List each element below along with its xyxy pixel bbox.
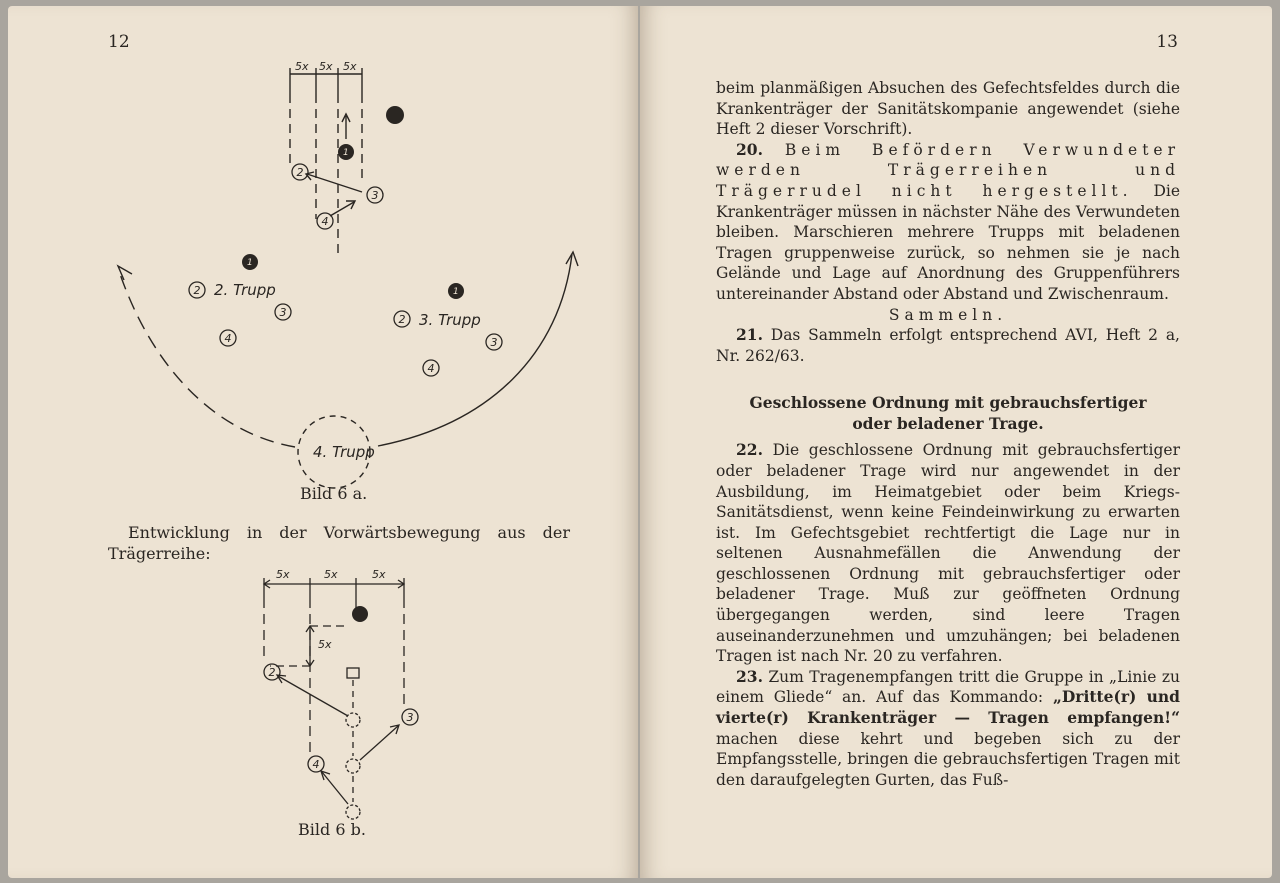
paragraph-number: 22. bbox=[736, 440, 763, 460]
section-heading-line-2: oder beladener Trage. bbox=[852, 414, 1044, 434]
soldier-number-3: 3 bbox=[490, 336, 498, 349]
left-page bbox=[8, 6, 638, 878]
trupp-3-label: 3. Trupp bbox=[419, 311, 481, 329]
section-heading-line-1: Geschlossene Ordnung mit gebrauchsfertiger bbox=[749, 393, 1147, 413]
paragraph-number: 20. bbox=[736, 139, 763, 159]
soldier-number-4: 4 bbox=[427, 362, 435, 375]
trupp-4-label: 4. Trupp bbox=[313, 443, 375, 461]
soldier-number-3: 3 bbox=[406, 711, 414, 724]
spacing-label: 5x bbox=[324, 568, 338, 581]
spacing-label: 5x bbox=[295, 60, 309, 73]
paragraph-21 bbox=[716, 325, 1180, 366]
marker-number-1: 1 bbox=[247, 258, 253, 268]
soldier-number-2: 2 bbox=[268, 666, 276, 679]
paragraph-text: Die Krankenträger müssen in nächster Nähe des Verwundeten bleiben. Marschieren mehrere Trupps mit beladenen Tragen gruppenweise zurück, so nehmen sie je nach Gelände und Lage auf Anordnung des Gruppenführers untereinander Abstand oder Abstand und Zwischenraum. bbox=[716, 181, 1180, 303]
section-heading bbox=[716, 392, 1180, 434]
figure-6a bbox=[100, 54, 580, 514]
vertical-spacing-label: 5x bbox=[318, 638, 332, 651]
right-page bbox=[640, 6, 1272, 878]
trupp-2-label: 2. Trupp bbox=[214, 281, 276, 299]
paragraph-20 bbox=[716, 140, 1180, 305]
figure-6b bbox=[248, 566, 438, 826]
right-text-body bbox=[716, 78, 1180, 790]
spacing-label: 5x bbox=[319, 60, 333, 73]
spaced-emphasis: Beim Befördern Verwundeter werden Trägerreihen und Trägerrudel nicht hergestellt. bbox=[716, 140, 1180, 200]
spacing-label: 5x bbox=[372, 568, 386, 581]
soldier-number-2: 2 bbox=[296, 166, 304, 179]
paragraph-text: Das Sammeln erfolgt entsprechend AVI, Heft 2 a, Nr. 262/63. bbox=[716, 326, 1180, 365]
intro-paragraph: beim planmäßigen Absuchen des Gefechtsfeldes durch die Krankenträger der Sanitätskompanie angewendet (siehe Heft 2 dieser Vorschrift). bbox=[716, 79, 1180, 139]
paragraph-text: machen diese kehrt und begeben sich zu der Empfangsstelle, bringen die gebrauchsfertigen Tragen mit den daraufgelegten Gurten, das Fuß- bbox=[716, 729, 1180, 789]
soldier-number-3: 3 bbox=[371, 189, 379, 202]
paragraph-number: 21. bbox=[736, 325, 763, 345]
soldier-number-3: 3 bbox=[279, 306, 287, 319]
command-text: „Dritte(r) und vierte(r) Krankenträger — Tragen empfangen!“ bbox=[716, 687, 1180, 728]
paragraph-number: 23. bbox=[736, 666, 763, 686]
soldier-number-4: 4 bbox=[321, 215, 329, 228]
soldier-number-2: 2 bbox=[193, 284, 201, 297]
paragraph-text: Zum Tragenempfangen tritt die Gruppe in „Linie zu einem Gliede“ an. Auf das Kommando: bbox=[716, 667, 1180, 707]
soldier-number-2: 2 bbox=[398, 313, 406, 326]
caption-6b: Bild 6 b. bbox=[298, 820, 366, 839]
sammeln-heading: Sammeln. bbox=[888, 305, 1008, 324]
page-number-right: 13 bbox=[1156, 32, 1178, 52]
paragraph-22 bbox=[716, 440, 1180, 667]
marker-number-1: 1 bbox=[453, 287, 459, 297]
soldier-number-4: 4 bbox=[224, 332, 232, 345]
page-number-left: 12 bbox=[108, 32, 130, 52]
marker-number-1: 1 bbox=[343, 148, 349, 158]
paragraph-text: Die geschlossene Ordnung mit gebrauchsfertiger oder beladener Trage wird nur angewendet in der Ausbildung, im Heimatgebiet oder beim Kriegs-Sanitätsdienst, wenn keine Feindeinwirkung zu erwarten ist. Im Gefechtsgebiet rechtfertigt die Lage nur in seltenen Ausnahmefällen die Anwendung der geschlossenen Ordnung mit gebrauchsfertiger oder beladener Trage. Muß zur geöffneten Ordnung übergegangen werden, sind leere Tragen auseinanderzunehmen und umzuhängen; bei beladenen Tragen ist nach Nr. 20 zu verfahren. bbox=[716, 441, 1180, 666]
soldier-number-4: 4 bbox=[312, 758, 320, 771]
left-paragraph: Entwicklung in der Vorwärtsbewegung aus der Trägerreihe: bbox=[108, 523, 570, 563]
spacing-label: 5x bbox=[343, 60, 357, 73]
caption-6a: Bild 6 a. bbox=[300, 484, 368, 503]
spacing-label: 5x bbox=[276, 568, 290, 581]
paragraph-23 bbox=[716, 667, 1180, 791]
